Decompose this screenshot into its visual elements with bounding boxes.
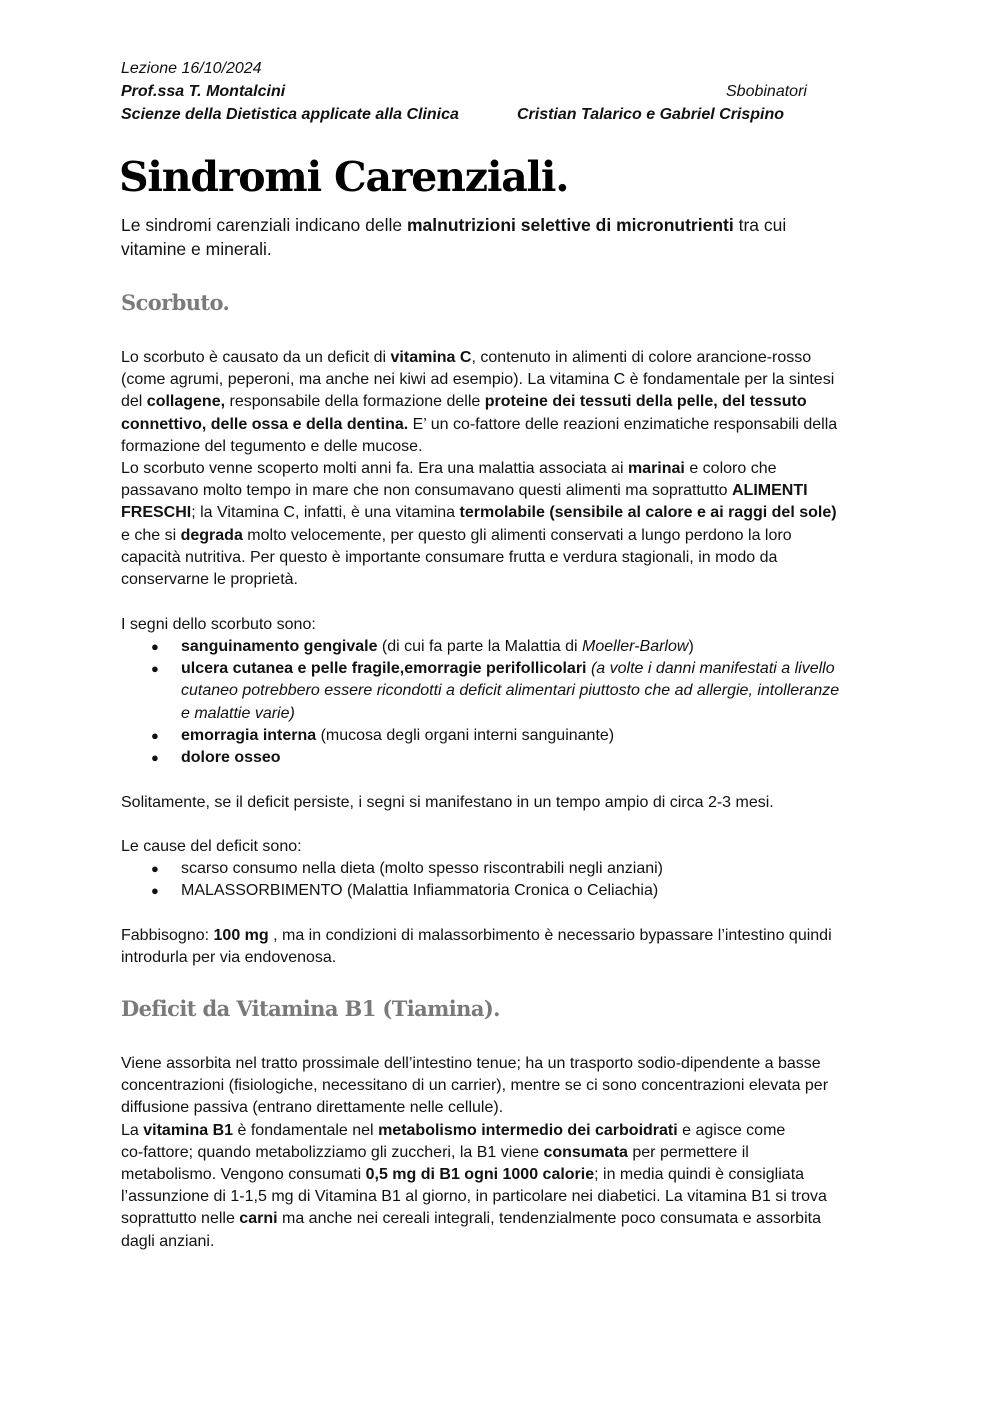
text-line: concentrazioni (fisiologiche, necessitano di un carrier), mentre se ci sono concentrazioni elevata per	[121, 1077, 829, 1095]
text-line: Viene assorbita nel tratto prossimale dell’intestino tenue; ha un trasporto sodio-dipendente a basse	[121, 1055, 821, 1072]
causes-intro: Le cause del deficit sono:	[121, 838, 302, 855]
text-line: dagli anziani.	[121, 1232, 215, 1250]
transcriber-names: Cristian Talarico e Gabriel Crispino	[517, 106, 785, 123]
text-line: conservarne le proprietà.	[121, 571, 298, 589]
bullet-icon: ●	[151, 727, 159, 743]
text-run: molto velocemente, per questo gli alimenti conservati a lungo perdono la loro	[242, 526, 792, 544]
text-run: , ma in condizioni di malassorbimento è necessario bypassare l’intestino quindi	[268, 927, 832, 944]
text-line: scarso consumo nella dieta (molto spesso riscontrabili negli anziani)	[181, 860, 664, 877]
bullet-icon: ●	[151, 750, 159, 766]
text-run: tra cui	[733, 215, 787, 235]
bold-run: 0,5 mg di B1 ogni 1000 calorie	[365, 1166, 595, 1184]
italic-run: Moeller-Barlow	[582, 638, 689, 655]
text-run: ; in media quindi è consigliata	[594, 1166, 805, 1184]
text-run: Lo scorbuto venne scoperto molti anni fa. Era una malattia associata ai	[121, 460, 628, 478]
bold-run: consumata	[543, 1143, 628, 1161]
text-run: responsabile della formazione delle	[225, 393, 485, 411]
bullet-icon: ●	[151, 861, 159, 876]
list-item	[121, 725, 881, 747]
italic-run: e malattie varie)	[181, 704, 295, 722]
text-run: del	[121, 393, 147, 411]
bold-run: metabolismo intermedio dei carboidrati	[378, 1121, 678, 1139]
bold-run: dolore osseo	[181, 749, 281, 767]
text-run: metabolismo. Vengono consumati	[121, 1166, 366, 1184]
bullet-icon: ●	[151, 639, 159, 654]
needs-paragraph	[121, 925, 881, 969]
causes-list	[121, 858, 881, 902]
text-run: (mucosa degli organi interni sanguinante)	[316, 726, 615, 744]
text-run: Fabbisogno:	[121, 927, 214, 944]
text-run: passavano molto tempo in mare che non consumavano questi alimenti ma soprattutto	[121, 482, 732, 500]
list-item	[121, 658, 881, 725]
bold-run: vitamina B1	[143, 1121, 234, 1139]
text-run: (di cui fa parte la Malattia di	[377, 638, 583, 655]
bold-run: proteine dei tessuti della pelle, del tessuto	[484, 393, 807, 411]
text-run: La	[121, 1121, 144, 1139]
lesson-date: Lezione 16/10/2024	[121, 60, 262, 77]
professor-name: Prof.ssa T. Montalcini	[121, 83, 286, 100]
bold-run: emorragia interna	[181, 726, 317, 744]
bold-run: FRESCHI	[121, 504, 192, 522]
text-run: , contenuto in alimenti di colore arancione-rosso	[471, 349, 812, 366]
list-item	[121, 858, 881, 880]
bold-run: carni	[239, 1210, 278, 1228]
text-run: e agisce come	[677, 1121, 786, 1139]
bold-run: marinai	[627, 460, 685, 478]
bold-run: sanguinamento gengivale	[181, 638, 378, 655]
bold-run: ALIMENTI	[732, 482, 808, 500]
bold-run: vitamina C	[390, 349, 472, 366]
list-item	[121, 880, 881, 902]
bold-run: 100 mg	[213, 927, 269, 944]
text-line: vitamine e minerali.	[121, 239, 272, 259]
list-item	[121, 747, 881, 769]
transcribers-label: Sbobinatori	[726, 83, 807, 100]
text-line: l’assunzione di 1-1,5 mg di Vitamina B1 al giorno, in particolare nei diabetici. La vitamina B1 si trova	[121, 1188, 827, 1206]
text-line: MALASSORBIMENTO (Malattia Infiammatoria Cronica o Celiachia)	[181, 882, 659, 900]
page-title: Sindromi Carenziali.	[119, 153, 569, 201]
list-item	[121, 636, 881, 658]
b1-paragraph	[121, 1053, 881, 1253]
text-run: Lo scorbuto è causato da un deficit di	[121, 349, 391, 366]
bold-run: connettivo, delle ossa e della dentina.	[121, 415, 409, 433]
text-line: introdurla per via endovenosa.	[121, 949, 337, 967]
section-heading-scorbuto: Scorbuto.	[121, 290, 230, 315]
text-run: e coloro che	[684, 460, 777, 478]
bold-run: ulcera cutanea e pelle fragile,emorragie perifollicolari	[181, 660, 587, 678]
italic-run: (a volte i danni manifestati a livello	[586, 660, 835, 678]
text-line: diffusione passiva (entrano direttamente nelle cellule).	[121, 1099, 504, 1117]
intro-paragraph	[121, 213, 881, 261]
text-run: ; la Vitamina C, infatti, è una vitamina	[191, 504, 460, 522]
bold-run: malnutrizioni selettive di micronutrienti	[407, 215, 734, 235]
text-run: Le sindromi carenziali indicano delle	[121, 215, 407, 235]
italic-run: cutaneo potrebbero essere ricondotti a deficit alimentari piuttosto che ad allergie, intolleranze	[181, 682, 840, 700]
bullet-icon: ●	[151, 661, 159, 677]
text-line: formazione del tegumento e delle mucose.	[121, 437, 423, 455]
signs-intro: I segni dello scorbuto sono:	[121, 616, 316, 633]
text-line: capacità nutritiva. Per questo è importante consumare frutta e verdura stagionali, in modo da	[121, 548, 778, 566]
text-run: co-fattore; quando metabolizziamo gli zuccheri, la B1 viene	[121, 1143, 544, 1161]
bold-run: termolabile (sensibile al calore e ai raggi del sole)	[459, 504, 837, 522]
scorbuto-paragraph	[121, 347, 881, 591]
course-name: Scienze della Dietistica applicate alla Clinica	[121, 106, 459, 123]
text-run: ma anche nei cereali integrali, tendenzialmente poco consumata e assorbita	[277, 1210, 821, 1228]
section-heading-b1: Deficit da Vitamina B1 (Tiamina).	[121, 996, 500, 1021]
timing-paragraph: Solitamente, se il deficit persiste, i segni si manifestano in un tempo ampio di circa 2-3 mesi.	[121, 794, 774, 811]
text-line: (come agrumi, peperoni, ma anche nei kiwi ad esempio). La vitamina C è fondamentale per la sintesi	[121, 371, 835, 389]
bold-run: collagene,	[146, 393, 226, 411]
bullet-icon: ●	[151, 883, 159, 899]
text-run: è fondamentale nel	[233, 1121, 379, 1139]
text-run: e che si	[121, 526, 181, 544]
text-run: soprattutto nelle	[121, 1210, 240, 1228]
text-run: E’ un co-fattore delle reazioni enzimatiche responsabili della	[408, 415, 838, 433]
text-run: )	[688, 638, 694, 655]
text-run: per permettere il	[627, 1143, 749, 1161]
bold-run: degrada	[180, 526, 243, 544]
signs-list	[121, 636, 881, 769]
